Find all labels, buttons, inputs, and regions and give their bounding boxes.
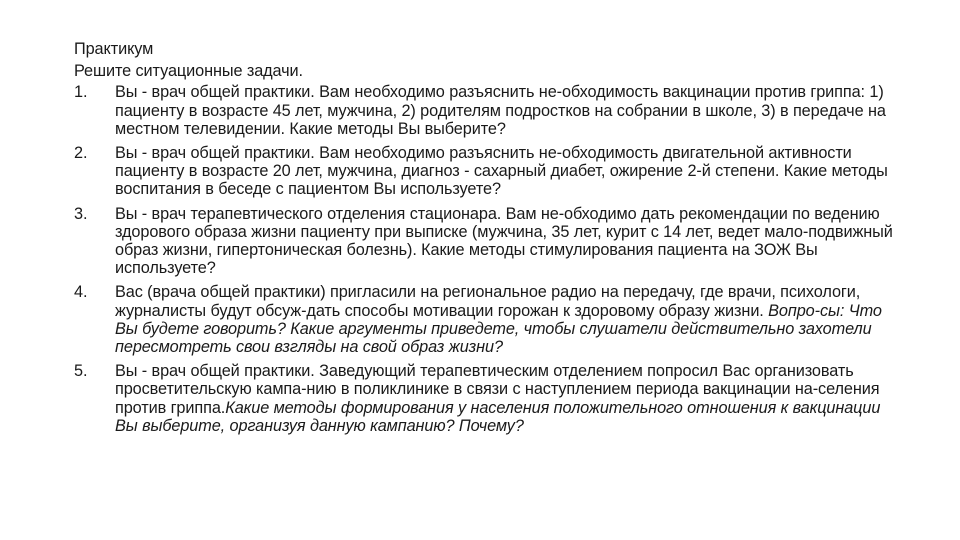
task-text: Вы - врач общей практики. Вам необходимо разъяснить не-обходимость вакцинации против гриппа: 1) пациенту в возрасте 45 лет, мужчина, 2) родителям подростков на собрании в школе, 3) в передаче на местном телевидении. Какие методы Вы выберите? <box>115 83 886 138</box>
task-question: Какие методы формирования у населения положительного отношения к вакцинации Вы выберите, организуя данную кампанию? Почему? <box>115 398 881 435</box>
task-number: 5. <box>74 362 88 381</box>
task-text: Вы - врач общей практики. Заведующий терапевтическим отделением попросил Вас организовать просветительскую кампа-нию в поликлинике в связи с наступлением периода вакцинации на-селения против гриппа. <box>115 362 880 417</box>
task-text: Вас (врача общей практики) пригласили на региональное радио на передачу, где врачи, психологи, журналисты будут обсуж-дать способы мотивации горожан к здоровому образу жизни. <box>115 283 861 320</box>
slide-subtitle: Решите ситуационные задачи. <box>74 61 303 80</box>
task-item <box>74 362 904 435</box>
task-text: Вы - врач терапевтического отделения стационара. Вам не-обходимо дать рекомендации по ведению здорового образа жизни пациенту при выписке (мужчина, 35 лет, курит с 14 лет, ведет мало-подвижный образ жизни, гипертоническая болезнь). Какие методы стимулирования пациента на ЗОЖ Вы используете? <box>115 204 893 278</box>
task-item <box>74 283 904 356</box>
task-text: Вы - врач общей практики. Вам необходимо разъяснить не-обходимость двигательной активности пациенту в возрасте 20 лет, мужчина, диагноз - сахарный диабет, ожирение 2-й степени. Какие методы воспитания в беседе с пациентом Вы используете? <box>115 144 888 199</box>
task-text-block <box>115 205 904 278</box>
task-list <box>74 83 904 435</box>
task-number: 1. <box>74 83 88 102</box>
task-item <box>74 205 904 278</box>
task-question: Вопро-сы: Что Вы будете говорить? Какие аргументы приведете, чтобы слушатели действительно захотели пересмотреть свои взгляды на свой образ жизни? <box>115 301 882 357</box>
task-text-block <box>115 83 904 138</box>
task-text-block <box>115 362 904 435</box>
slide-content <box>74 40 904 441</box>
task-text-block <box>115 144 904 199</box>
task-number: 2. <box>74 144 88 163</box>
task-text-block <box>115 283 904 356</box>
task-item <box>74 144 904 199</box>
task-number: 3. <box>74 204 88 223</box>
slide-title: Практикум <box>74 40 154 58</box>
task-number: 4. <box>74 283 88 302</box>
task-item <box>74 83 904 138</box>
